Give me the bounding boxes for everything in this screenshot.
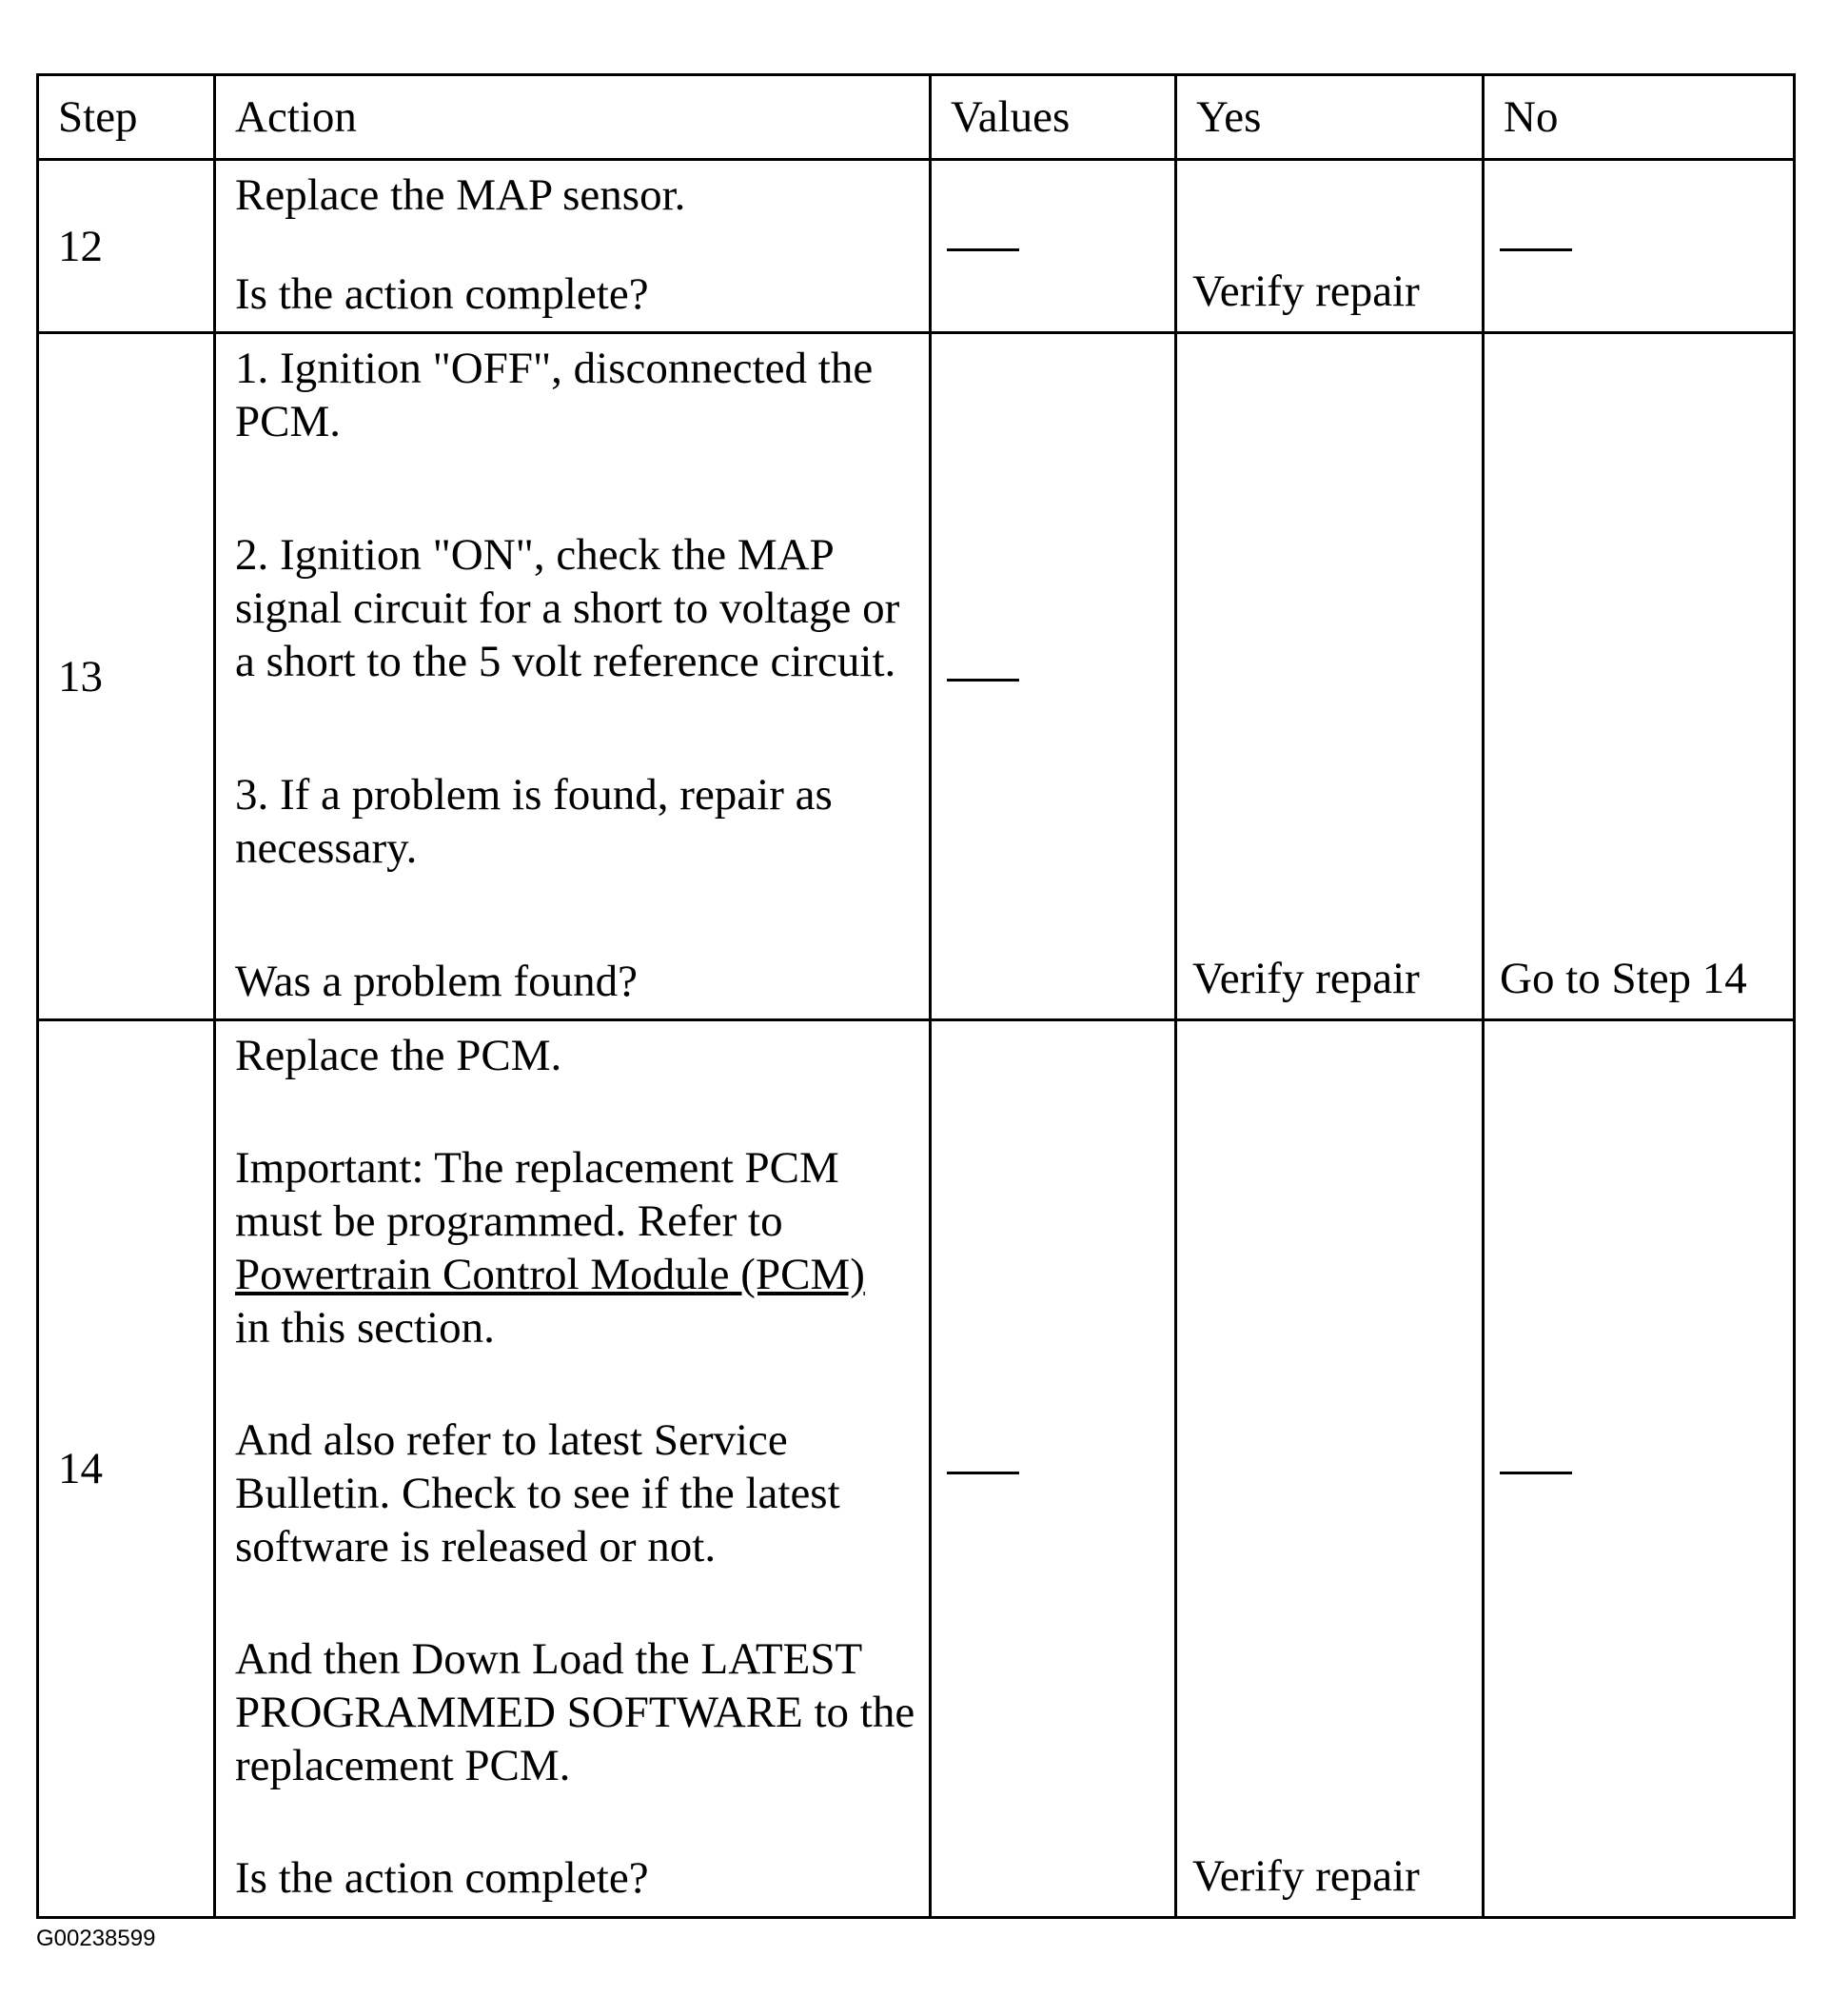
values-cell [931,333,1176,1020]
no-cell [1484,1020,1795,1918]
header-step: Step [38,75,215,160]
action-question: Is the action complete? [235,1853,649,1903]
header-action: Action [215,75,931,160]
header-no: No [1484,75,1795,160]
important-prefix: Important: The replacement PCM must be programmed. Refer to [235,1143,839,1246]
action-item-3: 3. If a problem is found, repair as necessary. [235,770,833,873]
step-number: 13 [38,333,215,1020]
no-cell [1484,160,1795,333]
action-text: Replace the PCM. [235,1031,562,1080]
action-question: Is the action complete? [235,269,649,319]
header-values: Values [931,75,1176,160]
download-note: And then Down Load the LATEST PROGRAMMED SOFTWARE to the replacement PCM. [235,1634,915,1790]
no-dash [1500,248,1572,251]
action-cell [215,333,931,1020]
values-dash [947,248,1019,251]
yes-cell: Verify repair [1176,160,1484,333]
action-item-2: 2. Ignition "ON", check the MAP signal circuit for a short to voltage or a short to the 5 volt reference circuit. [235,530,900,686]
table-row [38,333,1795,1020]
header-yes: Yes [1176,75,1484,160]
bulletin-note: And also refer to latest Service Bulletin. Check to see if the latest software is released or not. [235,1415,840,1571]
step-number: 14 [38,1020,215,1918]
action-text: Replace the MAP sensor. [235,170,686,220]
important-note [235,1141,915,1354]
action-question: Was a problem found? [235,957,638,1006]
table-header-row [38,75,1795,160]
values-cell [931,1020,1176,1918]
values-cell [931,160,1176,333]
no-dash [1500,1472,1572,1474]
pcm-reference-link[interactable]: Powertrain Control Module (PCM) [235,1250,865,1299]
table-row [38,160,1795,333]
table-row [38,1020,1795,1918]
action-cell [215,1020,931,1918]
action-item-1: 1. Ignition "OFF", disconnected the PCM. [235,344,874,446]
step-number: 12 [38,160,215,333]
values-dash [947,1472,1019,1474]
diagnostic-table [36,73,1796,1919]
no-cell: Go to Step 14 [1484,333,1795,1020]
action-cell [215,160,931,333]
values-dash [947,679,1019,682]
figure-id: G00238599 [36,1926,156,1951]
yes-cell: Verify repair [1176,333,1484,1020]
important-suffix: in this section. [235,1303,495,1353]
yes-cell: Verify repair [1176,1020,1484,1918]
